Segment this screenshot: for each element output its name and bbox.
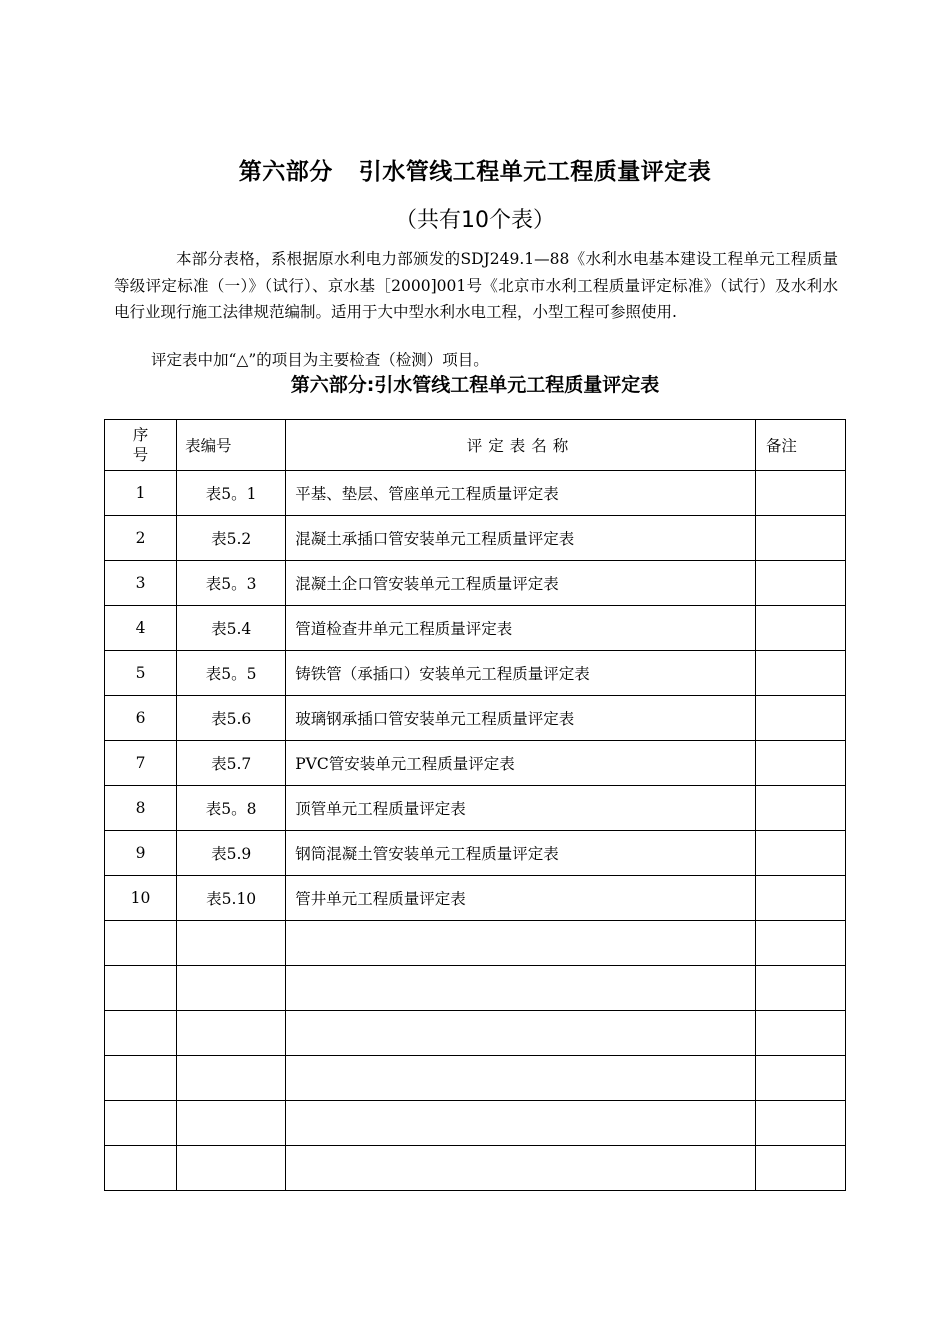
cell-remark (755, 1056, 845, 1101)
cell-seq (105, 1056, 177, 1101)
header-seq-line1: 序 (132, 426, 149, 444)
header-seq-line2: 号 (132, 446, 149, 464)
cell-seq: 1 (105, 471, 177, 516)
cell-seq: 6 (105, 696, 177, 741)
page-subtitle: （共有10个表） (395, 208, 555, 233)
cell-remark (755, 1011, 845, 1056)
table-row (105, 876, 846, 921)
title-name: 引水管线工程单元工程质量评定表 (358, 159, 712, 185)
cell-seq: 3 (105, 561, 177, 606)
cell-name (286, 1056, 756, 1101)
cell-remark (755, 696, 845, 741)
table-row (105, 651, 846, 696)
table-header-row (105, 420, 846, 471)
table-row (105, 921, 846, 966)
table-row (105, 1011, 846, 1056)
cell-code: 表5.6 (177, 696, 286, 741)
table-body (105, 471, 846, 1191)
cell-seq (105, 1146, 177, 1191)
cell-remark (755, 966, 845, 1011)
cell-seq: 5 (105, 651, 177, 696)
table-row (105, 786, 846, 831)
cell-code: 表5.4 (177, 606, 286, 651)
cell-remark (755, 561, 845, 606)
table-row (105, 1056, 846, 1101)
header-remark: 备注 (755, 420, 845, 471)
cell-code (177, 966, 286, 1011)
cell-name: 玻璃钢承插口管安装单元工程质量评定表 (286, 696, 756, 741)
table-row (105, 606, 846, 651)
cell-code: 表5.10 (177, 876, 286, 921)
cell-remark (755, 786, 845, 831)
cell-code: 表5。5 (177, 651, 286, 696)
cell-seq: 4 (105, 606, 177, 651)
cell-seq: 10 (105, 876, 177, 921)
cell-seq: 8 (105, 786, 177, 831)
header-seq (105, 420, 177, 471)
cell-seq (105, 921, 177, 966)
cell-code: 表5.2 (177, 516, 286, 561)
cell-remark (755, 651, 845, 696)
cell-code (177, 1011, 286, 1056)
cell-remark (755, 516, 845, 561)
header-name: 评定表名称 (286, 420, 756, 471)
table-row (105, 741, 846, 786)
cell-seq (105, 1101, 177, 1146)
cell-seq: 2 (105, 516, 177, 561)
cell-remark (755, 876, 845, 921)
cell-name: PVC管安装单元工程质量评定表 (286, 741, 756, 786)
cell-remark (755, 741, 845, 786)
cell-remark (755, 471, 845, 516)
cell-remark (755, 831, 845, 876)
table-row (105, 831, 846, 876)
header-code: 表编号 (177, 420, 286, 471)
cell-code (177, 1146, 286, 1191)
cell-name (286, 1101, 756, 1146)
page-title (0, 156, 950, 188)
cell-name (286, 1011, 756, 1056)
title-part: 第六部分 (238, 159, 333, 185)
cell-name (286, 966, 756, 1011)
cell-name: 平基、垫层、管座单元工程质量评定表 (286, 471, 756, 516)
cell-code (177, 1101, 286, 1146)
cell-name: 混凝土企口管安装单元工程质量评定表 (286, 561, 756, 606)
table-row (105, 1146, 846, 1191)
cell-name: 管井单元工程质量评定表 (286, 876, 756, 921)
cell-seq (105, 966, 177, 1011)
table-row (105, 1101, 846, 1146)
cell-code: 表5.9 (177, 831, 286, 876)
cell-name: 钢筒混凝土管安装单元工程质量评定表 (286, 831, 756, 876)
cell-seq: 7 (105, 741, 177, 786)
table-title: 第六部分:引水管线工程单元工程质量评定表 (290, 374, 660, 396)
cell-name (286, 921, 756, 966)
cell-seq: 9 (105, 831, 177, 876)
cell-remark (755, 921, 845, 966)
cell-name (286, 1146, 756, 1191)
cell-code (177, 921, 286, 966)
cell-code (177, 1056, 286, 1101)
intro-paragraph: 本部分表格，系根据原水利电力部颁发的SDJ249.1—88《水利水电基本建设工程单元工程质量等级评定标准（一）》（试行）、京水基［2000]001号《北京市水利工程质量评定标准》（试行）及水利水电行业现行施工法律规范编制。适用于大中型水利水电工程，小型工程可参照使用. (114, 250, 838, 321)
table-row (105, 696, 846, 741)
table-row (105, 516, 846, 561)
cell-remark (755, 1146, 845, 1191)
cell-code: 表5。8 (177, 786, 286, 831)
table-row (105, 471, 846, 516)
cell-name: 顶管单元工程质量评定表 (286, 786, 756, 831)
cell-code: 表5.7 (177, 741, 286, 786)
cell-name: 铸铁管（承插口）安装单元工程质量评定表 (286, 651, 756, 696)
cell-code: 表5。3 (177, 561, 286, 606)
table-row (105, 966, 846, 1011)
cell-remark (755, 606, 845, 651)
evaluation-form-table (104, 419, 846, 1191)
note-paragraph: 评定表中加“△”的项目为主要检查（检测）项目。 (151, 351, 489, 369)
cell-seq (105, 1011, 177, 1056)
cell-name: 混凝土承插口管安装单元工程质量评定表 (286, 516, 756, 561)
table-row (105, 561, 846, 606)
cell-code: 表5。1 (177, 471, 286, 516)
cell-name: 管道检查井单元工程质量评定表 (286, 606, 756, 651)
cell-remark (755, 1101, 845, 1146)
